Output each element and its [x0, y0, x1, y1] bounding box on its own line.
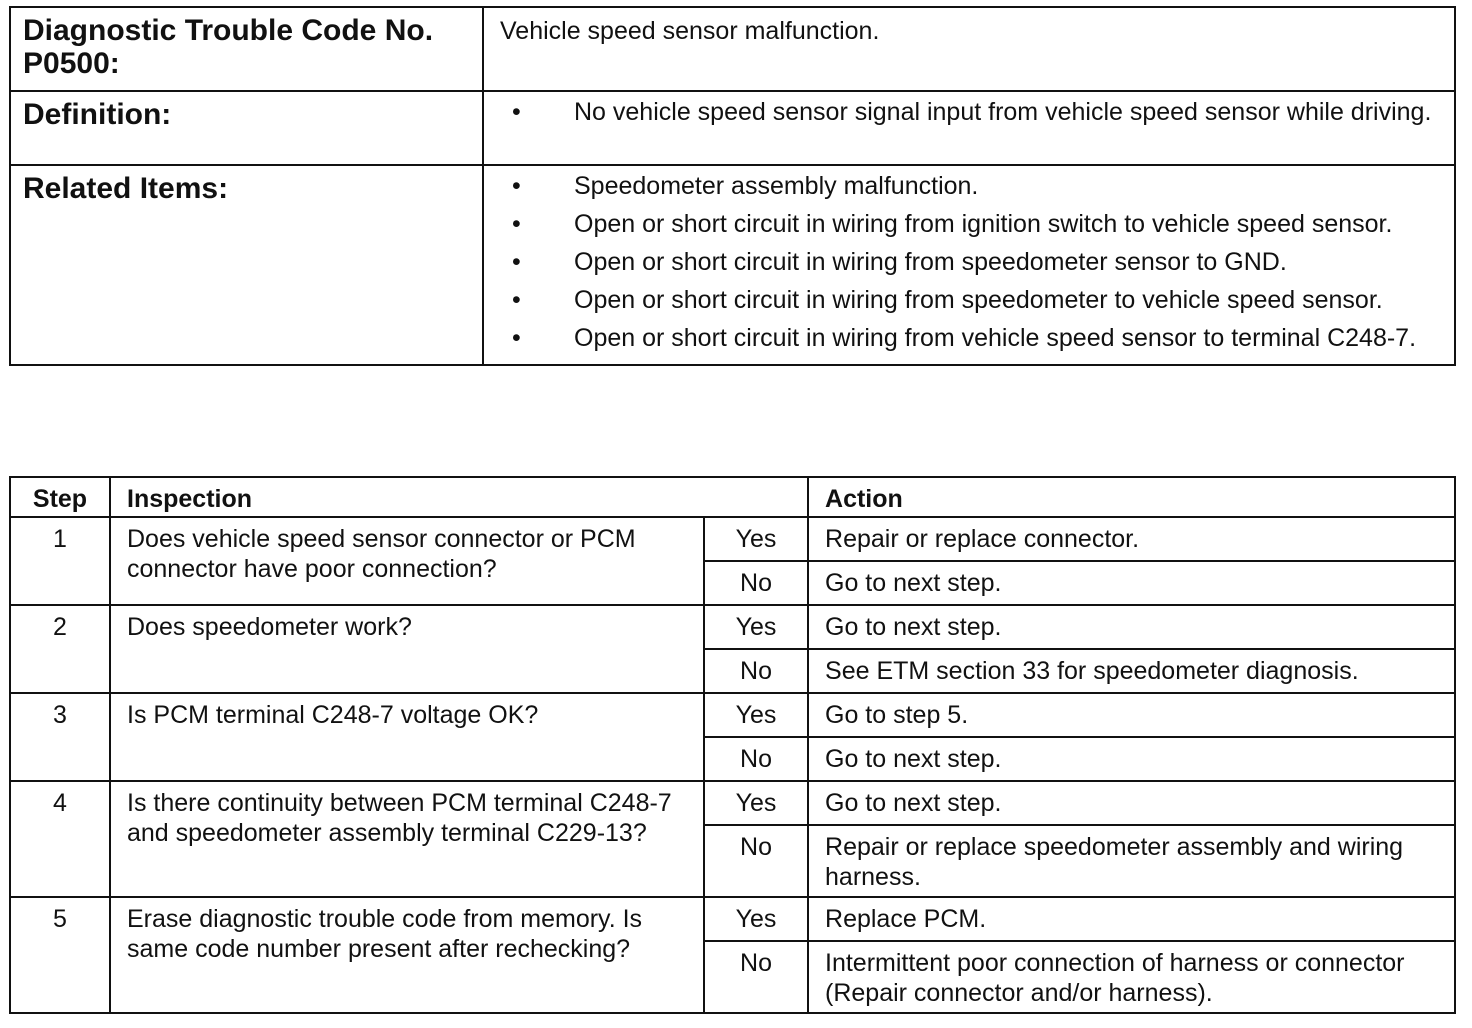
related-items-list [484, 166, 1454, 364]
dtc-info-table [9, 6, 1456, 366]
step-inspection: Erase diagnostic trouble code from memory. Is same code number present after rechecking? [110, 897, 704, 1013]
no-label: No [704, 561, 808, 605]
dtc-code-row [10, 7, 1455, 91]
step-number: 1 [10, 517, 110, 605]
step-inspection: Is PCM terminal C248-7 voltage OK? [110, 693, 704, 781]
related-items-row [10, 165, 1455, 365]
definition-row [10, 91, 1455, 165]
yes-action: Replace PCM. [808, 897, 1455, 941]
no-action: See ETM section 33 for speedometer diagnosis. [808, 649, 1455, 693]
yes-label: Yes [704, 897, 808, 941]
no-label: No [704, 941, 808, 1013]
dtc-code-description: Vehicle speed sensor malfunction. [483, 7, 1455, 91]
related-item: • Open or short circuit in wiring from ignition switch to vehicle speed sensor. [484, 206, 1454, 244]
step-row [10, 517, 1455, 561]
inspection-column-header: Inspection [110, 477, 808, 517]
no-label: No [704, 737, 808, 781]
yes-label: Yes [704, 605, 808, 649]
definition-list [484, 92, 1454, 138]
step-row [10, 897, 1455, 941]
step-number: 2 [10, 605, 110, 693]
no-action: Go to next step. [808, 737, 1455, 781]
yes-label: Yes [704, 517, 808, 561]
diagnostic-steps-table [9, 476, 1456, 1014]
no-action: Repair or replace speedometer assembly and wiring harness. [808, 825, 1455, 897]
no-action: Go to next step. [808, 561, 1455, 605]
definition-label: Definition: [10, 91, 483, 165]
dtc-code-label: Diagnostic Trouble Code No. P0500: [10, 7, 483, 91]
no-action: Intermittent poor connection of harness or connector (Repair connector and/or harness). [808, 941, 1455, 1013]
related-items-label: Related Items: [10, 165, 483, 365]
yes-action: Repair or replace connector. [808, 517, 1455, 561]
step-row [10, 605, 1455, 649]
yes-label: Yes [704, 781, 808, 825]
yes-label: Yes [704, 693, 808, 737]
step-inspection: Is there continuity between PCM terminal C248-7 and speedometer assembly terminal C229-13? [110, 781, 704, 897]
step-number: 5 [10, 897, 110, 1013]
related-item: • Open or short circuit in wiring from speedometer to vehicle speed sensor. [484, 282, 1454, 320]
related-item: • Open or short circuit in wiring from vehicle speed sensor to terminal C248-7. [484, 320, 1454, 358]
step-inspection: Does speedometer work? [110, 605, 704, 693]
step-row [10, 693, 1455, 737]
step-inspection: Does vehicle speed sensor connector or PCM connector have poor connection? [110, 517, 704, 605]
yes-action: Go to next step. [808, 605, 1455, 649]
step-column-header: Step [10, 477, 110, 517]
definition-item: • No vehicle speed sensor signal input from vehicle speed sensor while driving. [484, 94, 1454, 132]
no-label: No [704, 649, 808, 693]
yes-action: Go to step 5. [808, 693, 1455, 737]
steps-header-row [10, 477, 1455, 517]
step-row [10, 781, 1455, 825]
step-number: 3 [10, 693, 110, 781]
step-number: 4 [10, 781, 110, 897]
action-column-header: Action [808, 477, 1455, 517]
related-item: • Open or short circuit in wiring from speedometer sensor to GND. [484, 244, 1454, 282]
no-label: No [704, 825, 808, 897]
related-item: • Speedometer assembly malfunction. [484, 168, 1454, 206]
yes-action: Go to next step. [808, 781, 1455, 825]
